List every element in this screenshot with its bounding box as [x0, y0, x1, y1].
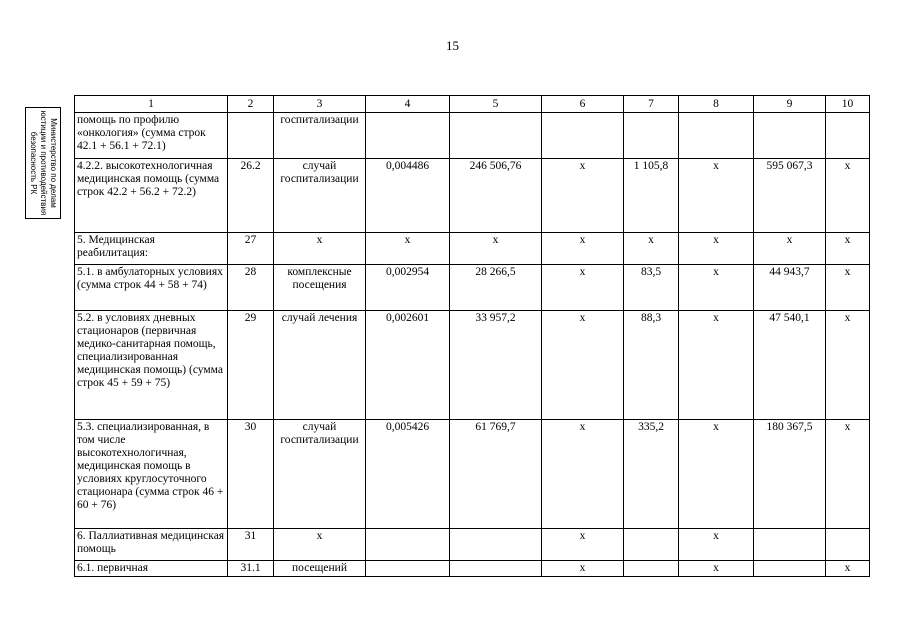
table-cell: 246 506,76 [450, 159, 542, 233]
table-cell: комплексные посещения [274, 265, 366, 311]
table-cell: х [826, 159, 870, 233]
column-header: 9 [754, 96, 826, 113]
column-header: 1 [75, 96, 228, 113]
table-cell: 1 105,8 [624, 159, 679, 233]
table-cell: х [826, 233, 870, 265]
table-cell: 47 540,1 [754, 311, 826, 420]
table-cell: 5.2. в условиях дневных стационаров (первичная медико-санитарная помощь, специализированная медицинская помощь) (сумма строк 45 + 59 + 75) [75, 311, 228, 420]
table-cell [754, 529, 826, 561]
table-cell: х [679, 159, 754, 233]
table-cell [826, 529, 870, 561]
table-cell: х [542, 311, 624, 420]
table-cell: 27 [228, 233, 274, 265]
table-cell [366, 561, 450, 577]
table-cell: 335,2 [624, 420, 679, 529]
column-header: 4 [366, 96, 450, 113]
table-cell: 44 943,7 [754, 265, 826, 311]
table-cell: 0,005426 [366, 420, 450, 529]
table-cell [679, 113, 754, 159]
table-cell: 28 [228, 265, 274, 311]
table-cell [754, 561, 826, 577]
table-cell: 30 [228, 420, 274, 529]
table-row [75, 159, 870, 233]
table-cell: 0,002601 [366, 311, 450, 420]
table-cell: х [754, 233, 826, 265]
table-cell: посещений [274, 561, 366, 577]
table-cell: х [542, 420, 624, 529]
table-cell: 4.2.2. высокотехнологичная медицинская помощь (сумма строк 42.2 + 56.2 + 72.2) [75, 159, 228, 233]
stamp-text: Министерство по делам юстиции и противодействия безопасность РК [29, 110, 58, 216]
table-cell: 26.2 [228, 159, 274, 233]
table-cell: 33 957,2 [450, 311, 542, 420]
table-row [75, 265, 870, 311]
table-row [75, 311, 870, 420]
table-cell: 61 769,7 [450, 420, 542, 529]
table-cell: 28 266,5 [450, 265, 542, 311]
table-cell: 0,004486 [366, 159, 450, 233]
table-cell [450, 113, 542, 159]
table-cell: 595 067,3 [754, 159, 826, 233]
table-cell [542, 113, 624, 159]
table-row [75, 420, 870, 529]
table-cell: х [542, 159, 624, 233]
table-cell: 5. Медицинская реабилитация: [75, 233, 228, 265]
table-cell: 88,3 [624, 311, 679, 420]
table-cell: х [274, 233, 366, 265]
column-header: 8 [679, 96, 754, 113]
report-table [74, 95, 870, 577]
table-cell: х [542, 265, 624, 311]
table-cell: 180 367,5 [754, 420, 826, 529]
table-cell: х [679, 265, 754, 311]
table-cell: 6. Паллиативная медицинская помощь [75, 529, 228, 561]
table-cell: х [542, 233, 624, 265]
table-row [75, 529, 870, 561]
table-row [75, 113, 870, 159]
table-cell: госпитализации [274, 113, 366, 159]
column-header: 5 [450, 96, 542, 113]
table-cell: случай госпитализации [274, 420, 366, 529]
table-cell: 6.1. первичная [75, 561, 228, 577]
table-cell: х [679, 311, 754, 420]
table-cell [754, 113, 826, 159]
table-row [75, 561, 870, 577]
table-cell: х [826, 311, 870, 420]
table-cell [624, 561, 679, 577]
table-cell: случай госпитализации [274, 159, 366, 233]
table-cell: х [274, 529, 366, 561]
table-cell: х [366, 233, 450, 265]
table-cell: х [450, 233, 542, 265]
table-cell: х [826, 561, 870, 577]
column-header: 10 [826, 96, 870, 113]
column-header: 7 [624, 96, 679, 113]
table-cell [450, 561, 542, 577]
table-cell: 5.3. специализированная, в том числе высокотехнологичная, медицинская помощь в условиях круглосуточного стационара (сумма строк 46 + 60 + 76) [75, 420, 228, 529]
table-cell [228, 113, 274, 159]
table-cell: х [826, 265, 870, 311]
table-cell: 31.1 [228, 561, 274, 577]
column-header: 3 [274, 96, 366, 113]
table-cell: 29 [228, 311, 274, 420]
table-cell [366, 113, 450, 159]
table-cell [624, 529, 679, 561]
table-cell: х [679, 233, 754, 265]
table-cell: х [542, 561, 624, 577]
registration-stamp [25, 107, 61, 219]
table-cell [624, 113, 679, 159]
table-cell: х [826, 420, 870, 529]
table-cell: х [679, 420, 754, 529]
table-header-row [75, 96, 870, 113]
table-cell: х [542, 529, 624, 561]
table-cell: помощь по профилю «онкология» (сумма строк 42.1 + 56.1 + 72.1) [75, 113, 228, 159]
table-cell: 83,5 [624, 265, 679, 311]
column-header: 6 [542, 96, 624, 113]
table-cell: случай лечения [274, 311, 366, 420]
table-cell: х [679, 561, 754, 577]
table-cell: х [679, 529, 754, 561]
table-cell: х [624, 233, 679, 265]
table-cell: 31 [228, 529, 274, 561]
table-cell [826, 113, 870, 159]
column-header: 2 [228, 96, 274, 113]
table-row [75, 233, 870, 265]
page-number: 15 [446, 38, 459, 53]
table-cell [450, 529, 542, 561]
table-cell [366, 529, 450, 561]
table-cell: 5.1. в амбулаторных условиях (сумма строк 44 + 58 + 74) [75, 265, 228, 311]
table-cell: 0,002954 [366, 265, 450, 311]
